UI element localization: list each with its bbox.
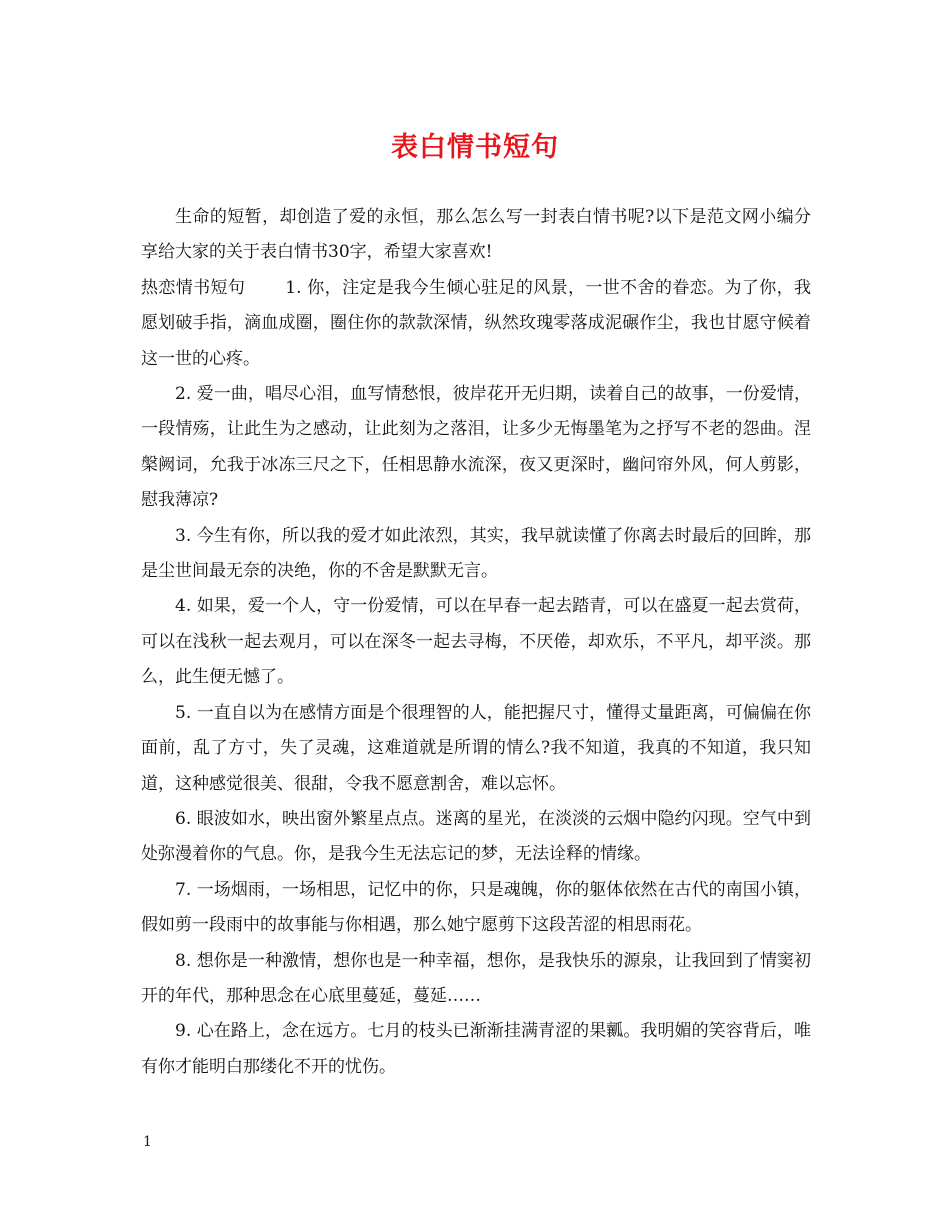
list-item-8: 8. 想你是一种激情，想你也是一种幸福，想你，是我快乐的源泉，让我回到了情窦初开的年代，那种思念在心底里蔓延，蔓延…… bbox=[141, 950, 811, 1006]
list-item-7: 7. 一场烟雨，一场相思，记忆中的你，只是魂魄，你的躯体依然在古代的南国小镇，假如剪一段雨中的故事能与你相遇，那么她宁愿剪下这段苦涩的相思雨花。 bbox=[141, 879, 811, 936]
list-item-9: 9. 心在路上，念在远方。七月的枝头已渐渐挂满青涩的果瓤。我明媚的笑容背后，唯有你才能明白那缕化不开的忧伤。 bbox=[141, 1021, 811, 1077]
first-item-paragraph bbox=[141, 271, 811, 377]
page-title: 表白情书短句 bbox=[391, 132, 559, 163]
list-item-6: 6. 眼波如水，映出窗外繁星点点。迷离的星光，在淡淡的云烟中隐约闪现。空气中到处弥漫着你的气息。你，是我今生无法忘记的梦，无法诠释的情缘。 bbox=[141, 808, 811, 865]
document-body bbox=[141, 200, 811, 1085]
intro-paragraph: 生命的短暂，却创造了爱的永恒，那么怎么写一封表白情书呢?以下是范文网小编分享给大家的关于表白情书30字，希望大家喜欢! bbox=[141, 207, 811, 263]
page-number: 1 bbox=[143, 1134, 152, 1150]
list-item-4: 4. 如果，爱一个人，守一份爱情，可以在早春一起去踏青，可以在盛夏一起去赏荷，可以在浅秋一起去观月，可以在深冬一起去寻梅，不厌倦，却欢乐，不平凡，却平淡。那么，此生便无憾了。 bbox=[141, 596, 811, 688]
list-item-2: 2. 爱一曲，唱尽心泪，血写情愁恨，彼岸花开无归期，读着自己的故事，一份爱情，一段情殇，让此生为之感动，让此刻为之落泪，让多少无悔墨笔为之抒写不老的怨曲。涅槃阙词，允我于冰冻三尺之下，任相思静水流深，夜又更深时，幽问帘外风，何人剪影，慰我薄凉? bbox=[141, 384, 811, 511]
list-item-5: 5. 一直自以为在感情方面是个很理智的人，能把握尺寸，懂得丈量距离，可偏偏在你面前，乱了方寸，失了灵魂，这难道就是所谓的情么?我不知道，我真的不知道，我只知道，这种感觉很美、很甜，令我不愿意割舍，难以忘怀。 bbox=[141, 702, 811, 794]
list-item-1: 1. 你，注定是我今生倾心驻足的风景，一世不舍的眷恋。为了你，我愿划破手指，滴血成圈，圈住你的款款深情，纵然玫瑰零落成泥碾作尘，我也甘愿守候着这一世的心疼。 bbox=[141, 277, 812, 369]
list-item-3: 3. 今生有你，所以我的爱才如此浓烈，其实，我早就读懂了你离去时最后的回眸，那是尘世间最无奈的决绝，你的不舍是默默无言。 bbox=[141, 525, 811, 582]
section-heading: 热恋情书短句 bbox=[141, 277, 246, 298]
